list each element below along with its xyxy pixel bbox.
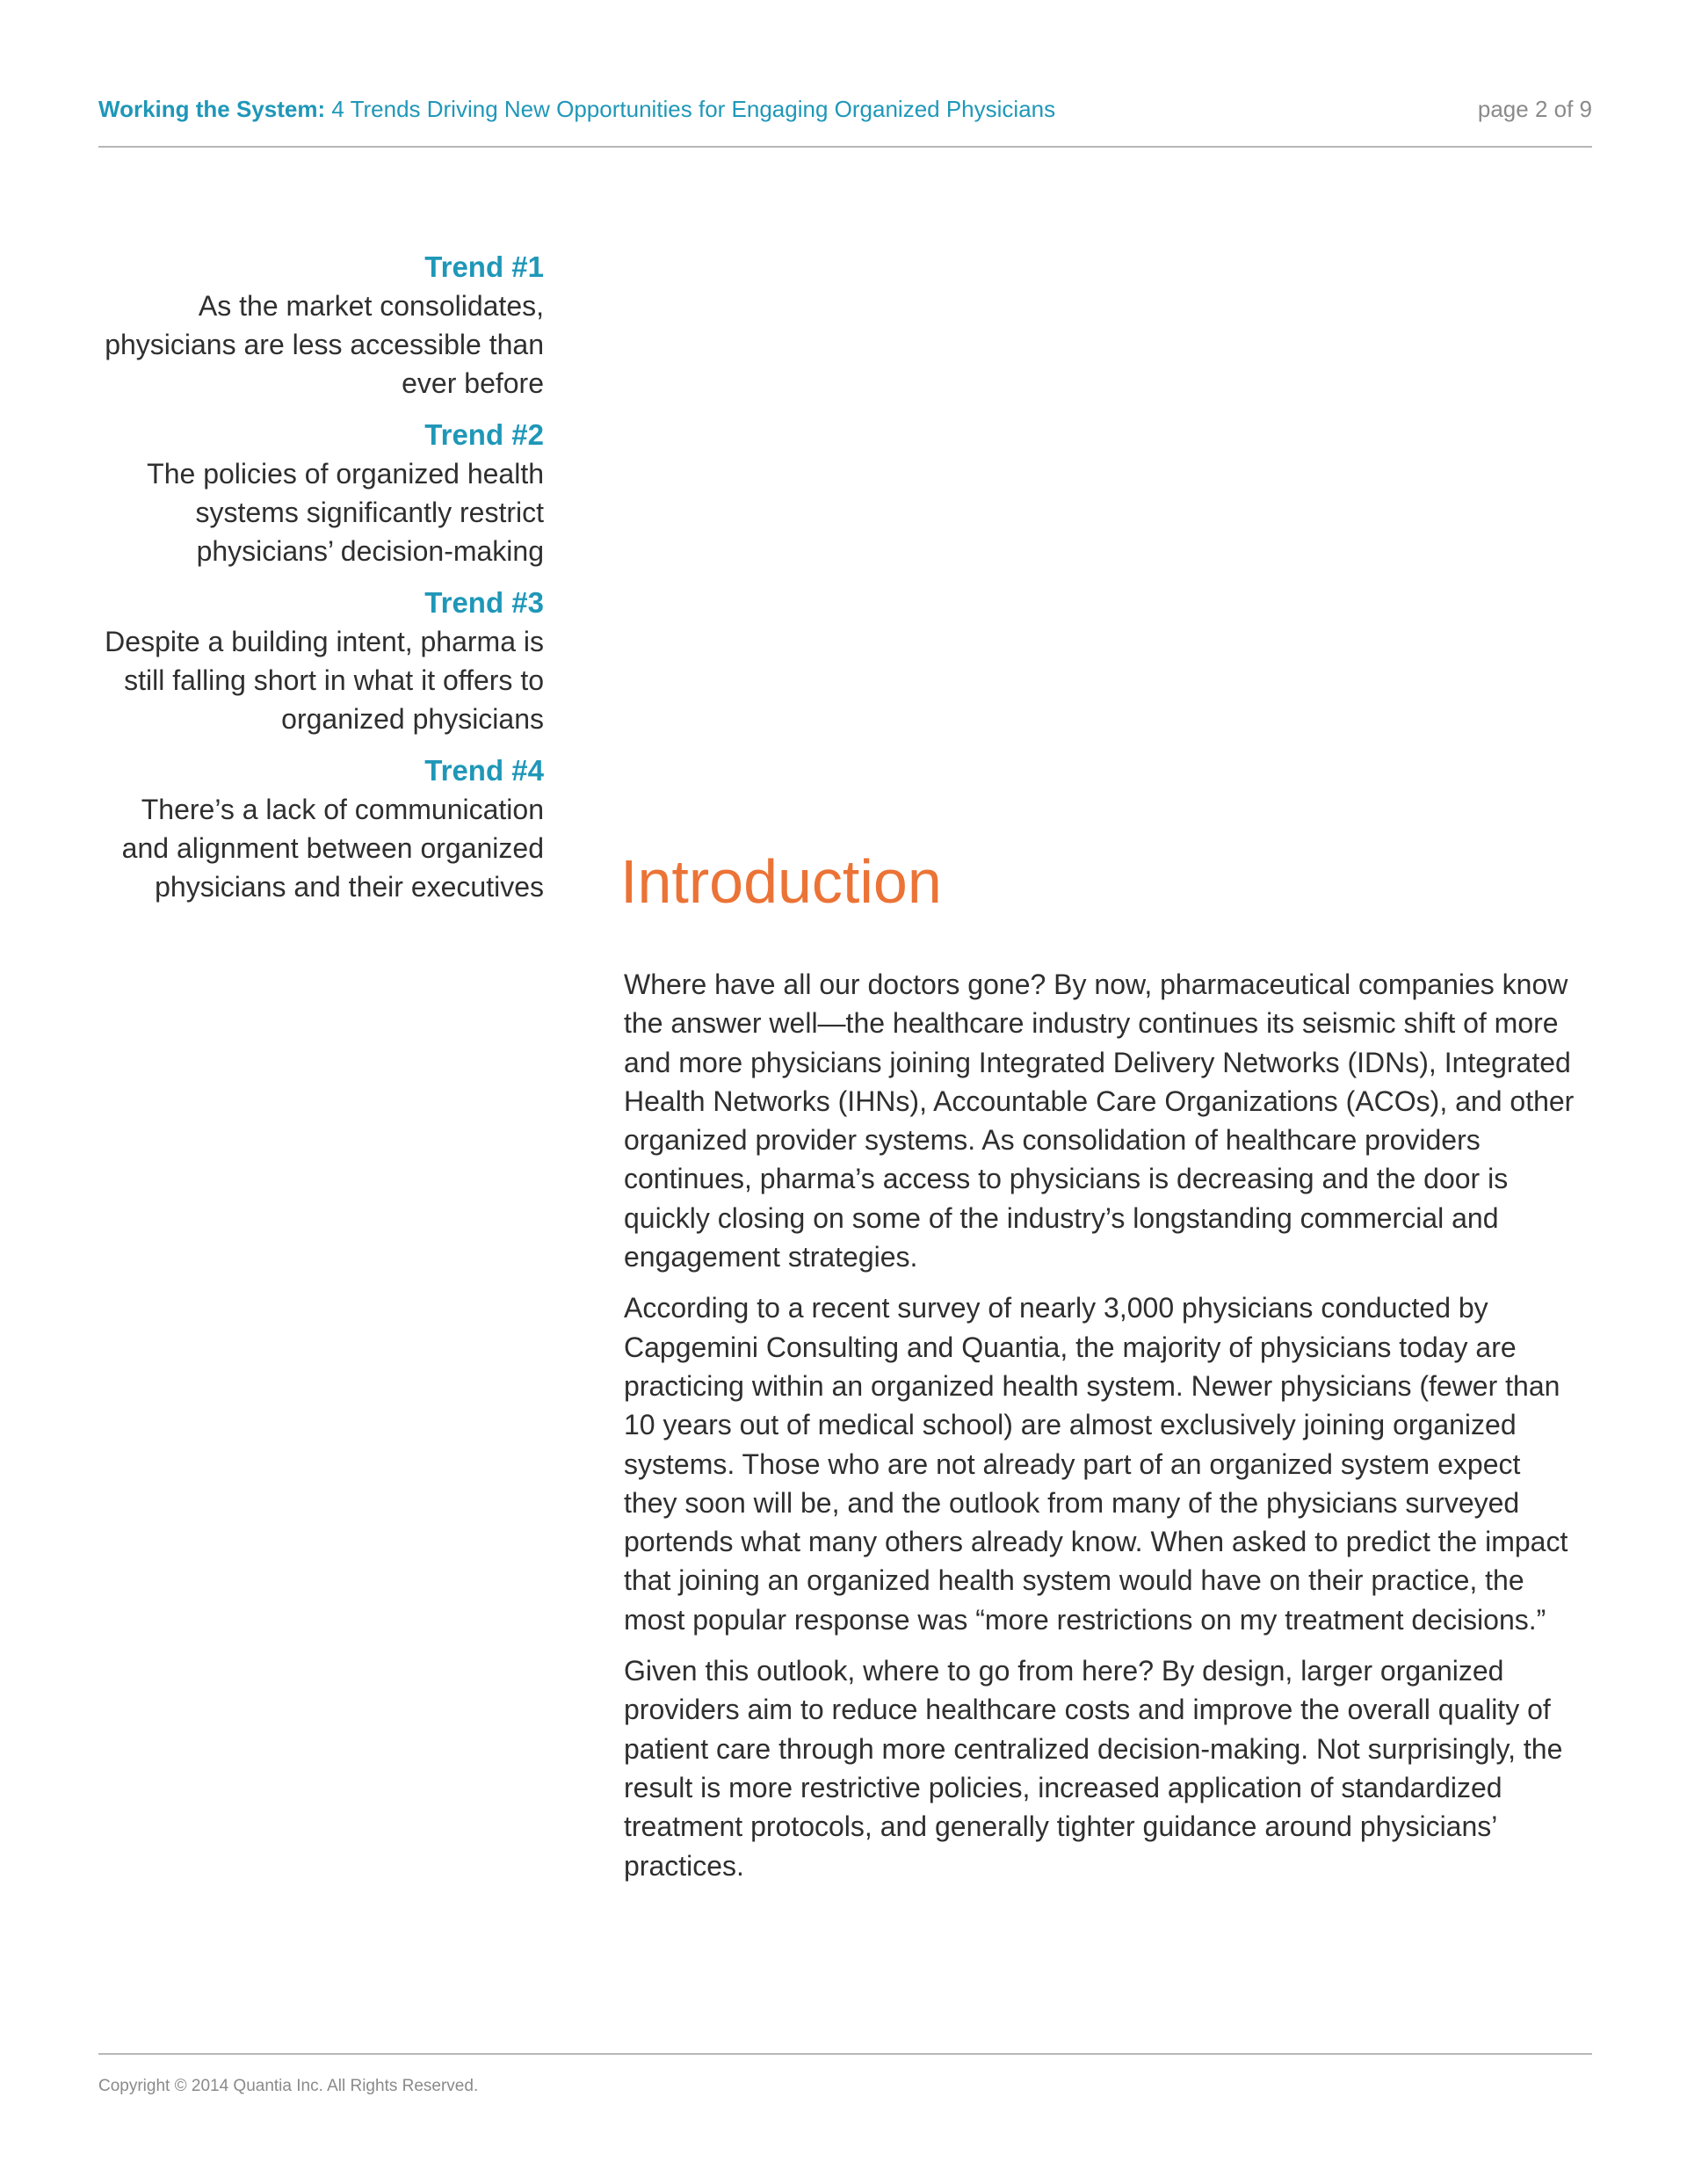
body-paragraph: Where have all our doctors gone? By now, pharmaceutical companies know the answer well—the healthcare industry continues its seismic shift of more and more physicians joining Integrated Delivery Networks (IDNs), Integrated Health Networks (IHNs), Accountable Care Organizations (ACOs), and other organized provider systems. As consolidation of healthcare providers continues, pharma’s access to physicians is decreasing and the door is quickly closing on some of the industry’s longstanding commercial and engagement strategies.: [624, 969, 1575, 1273]
body-paragraph: Given this outlook, where to go from here? By design, larger organized providers aim to reduce healthcare costs and improve the overall quality of patient care through more centralized decision-making. Not surprisingly, the result is more restrictive policies, increased application of standardized treatment protocols, and generally tighter guidance around physicians’ practices.: [624, 1655, 1563, 1882]
page-number: page 2 of 9: [1477, 96, 1592, 122]
introduction-heading: Introduction: [620, 847, 942, 916]
document-title-bold: Working the System:: [98, 96, 326, 122]
trend-description: There’s a lack of communication and alignment between organized physicians and their executives: [121, 794, 544, 903]
trend-description: As the market consolidates, physicians are less accessible than ever before: [105, 290, 544, 399]
trend-item: [98, 584, 544, 738]
page-header: [98, 91, 1592, 127]
document-title-subtitle: 4 Trends Driving New Opportunities for Engaging Organized Physicians: [331, 96, 1056, 122]
trend-description: Despite a building intent, pharma is still falling short in what it offers to organized physicians: [105, 626, 544, 735]
trend-item: [98, 248, 544, 403]
introduction-body: [624, 965, 1576, 1897]
trend-title: Trend #4: [424, 754, 544, 787]
trend-item: [98, 751, 544, 906]
trend-title: Trend #3: [424, 586, 544, 619]
footer-divider: [98, 2053, 1592, 2055]
trend-item: [98, 416, 544, 570]
trends-sidebar: [98, 248, 544, 919]
header-divider: [98, 146, 1592, 148]
document-title: [98, 91, 1055, 127]
trend-description: The policies of organized health systems significantly restrict physicians’ decision-making: [147, 458, 544, 567]
copyright-notice: Copyright © 2014 Quantia Inc. All Rights Reserved.: [98, 2077, 479, 2095]
trend-title: Trend #1: [424, 250, 544, 283]
body-paragraph: According to a recent survey of nearly 3,000 physicians conducted by Capgemini Consulting and Quantia, the majority of physicians today are practicing within an organized health system. Newer physicians (fewer than 10 years out of medical school) are almost exclusively joining organized systems. Those who are not already part of an organized system expect they soon will be, and the outlook from many of the physicians surveyed portends what many others already know. When asked to predict the impact that joining an organized health system would have on their practice, the most popular response was “more restrictions on my treatment decisions.”: [624, 1292, 1568, 1636]
trend-title: Trend #2: [424, 418, 544, 451]
